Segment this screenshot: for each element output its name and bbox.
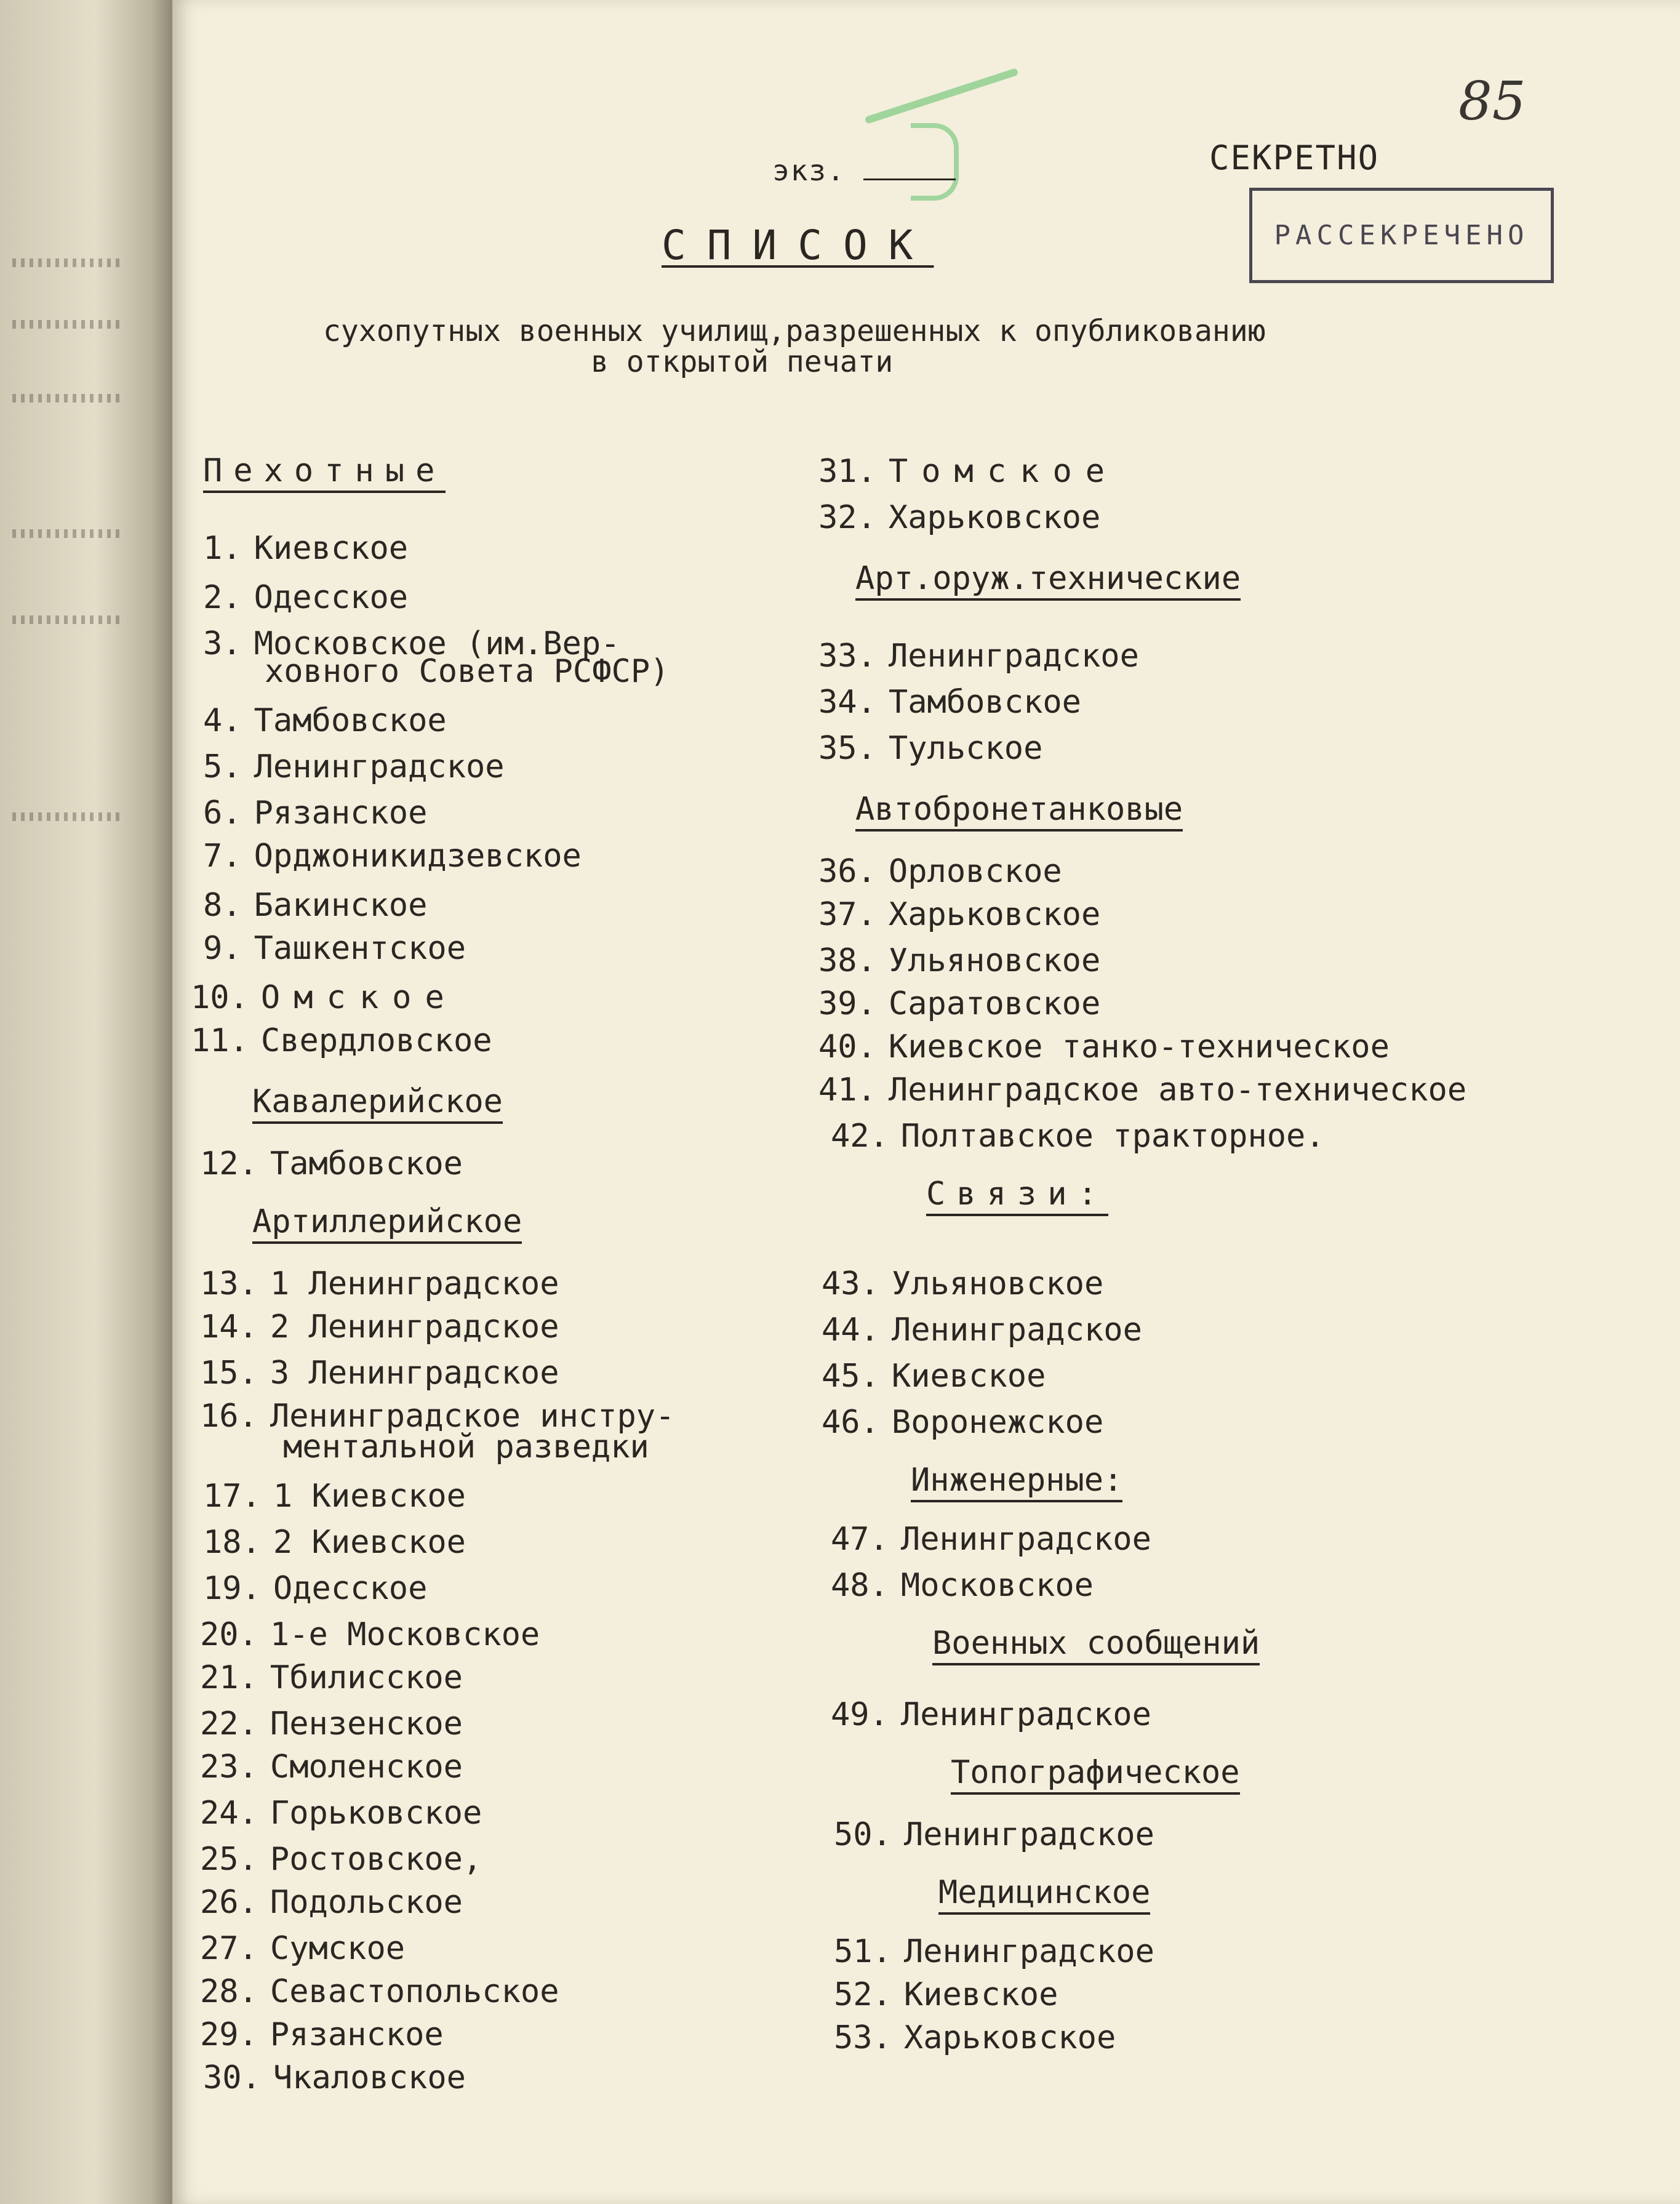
list-item: 2. Одесское: [203, 579, 409, 616]
list-item: 38. Ульяновское: [818, 942, 1101, 979]
list-item: 31. Томское: [818, 453, 1119, 490]
list-item: 53. Харьковское: [834, 2019, 1116, 2056]
list-item: 25. Ростовское,: [200, 1841, 482, 1878]
list-item: 10. Омское: [191, 979, 458, 1016]
stamp-text: РАССЕКРЕЧЕНО: [1274, 220, 1529, 251]
list-item: 35. Тульское: [818, 730, 1043, 767]
list-item: 40. Киевское танко-техническое: [818, 1028, 1390, 1065]
section-heading-medical: Медицинское: [938, 1874, 1150, 1915]
list-item-continuation: ментальной разведки: [283, 1429, 649, 1465]
list-item: 30. Чкаловское: [203, 2059, 466, 2096]
list-item: 23. Смоленское: [200, 1749, 463, 1785]
binding-spine: [0, 0, 172, 2204]
section-heading-arms-technical: Арт.оруж.технические: [855, 560, 1241, 601]
list-item: 32. Харьковское: [818, 499, 1101, 536]
list-item: 29. Рязанское: [200, 2016, 444, 2053]
page-title: СПИСОК: [662, 222, 934, 269]
section-heading-infantry: Пехотные: [203, 452, 446, 493]
list-item: 20. 1-е Московское: [200, 1616, 540, 1653]
list-item: 39. Саратовское: [818, 985, 1101, 1022]
list-item: 37. Харьковское: [818, 896, 1101, 933]
list-item: 7. Орджоникидзевское: [203, 838, 582, 875]
list-item: 46. Воронежское: [822, 1404, 1104, 1441]
bleed-mark: [12, 320, 123, 329]
list-item: 36. Орловское: [818, 853, 1062, 890]
copy-label: экз.: [772, 154, 846, 187]
list-item: 5. Ленинградское: [203, 748, 505, 785]
list-item: 21. Тбилисское: [200, 1659, 463, 1696]
bleed-mark: [12, 258, 123, 267]
list-item: 34. Тамбовское: [818, 684, 1081, 721]
list-item: 42. Полтавское тракторное.: [831, 1118, 1325, 1155]
list-item: 6. Рязанское: [203, 795, 428, 832]
declassified-stamp: [1249, 188, 1554, 283]
list-item: 22. Пензенское: [200, 1705, 463, 1742]
list-item: 47. Ленинградское: [831, 1521, 1151, 1558]
section-heading-signals: Связи:: [926, 1176, 1108, 1216]
section-heading-engineering: Инженерные:: [911, 1462, 1122, 1502]
list-item: 19. Одесское: [203, 1570, 428, 1607]
list-item: 33. Ленинградское: [818, 638, 1139, 675]
list-item: 52. Киевское: [834, 1976, 1058, 2013]
bleed-mark: [12, 394, 123, 403]
list-item: 4. Тамбовское: [203, 702, 447, 739]
list-item: 24. Горьковское: [200, 1795, 482, 1832]
section-heading-topographic: Топографическое: [951, 1754, 1240, 1795]
list-item: 26. Подольское: [200, 1884, 463, 1921]
list-item: 11. Свердловское: [191, 1022, 492, 1059]
section-heading-cavalry: Кавалерийское: [252, 1083, 503, 1124]
bleed-mark: [12, 529, 123, 538]
list-item: 15. 3 Ленинградское: [200, 1355, 559, 1392]
copy-number: [772, 154, 956, 187]
bleed-mark: [12, 812, 123, 821]
list-item: 13. 1 Ленинградское: [200, 1265, 559, 1302]
list-item: 49. Ленинградское: [831, 1696, 1151, 1733]
section-heading-artillery: Артиллерийское: [252, 1203, 522, 1244]
sheet-number: 85: [1458, 71, 1526, 132]
list-item: 9. Ташкентское: [203, 930, 466, 967]
list-item: 45. Киевское: [822, 1358, 1046, 1395]
list-item: 17. 1 Киевское: [203, 1478, 466, 1515]
list-item-continuation: ховного Совета РСФСР): [265, 653, 670, 690]
list-item: 50. Ленинградское: [834, 1816, 1154, 1853]
list-item: 1. Киевское: [203, 530, 409, 567]
secrecy-label: СЕКРЕТНО: [1209, 138, 1380, 177]
list-item: 41. Ленинградское авто-техническое: [818, 1072, 1467, 1108]
list-item: 8. Бакинское: [203, 887, 428, 924]
subtitle-line-2: в открытой печати: [591, 345, 894, 379]
list-item: 44. Ленинградское: [822, 1312, 1142, 1348]
section-heading-military-communications: Военных сообщений: [932, 1625, 1260, 1665]
list-item: 51. Ленинградское: [834, 1933, 1154, 1970]
list-item: 48. Московское: [831, 1567, 1094, 1604]
list-item: 16. Ленинградское инстру-: [200, 1398, 675, 1435]
list-item: 14. 2 Ленинградское: [200, 1308, 559, 1345]
subtitle-line-1: сухопутных военных училищ,разрешенных к опубликованию: [323, 314, 1266, 348]
copy-number-blank: [863, 160, 956, 180]
list-item: 43. Ульяновское: [822, 1265, 1104, 1302]
list-item: 12. Тамбовское: [200, 1145, 463, 1182]
list-item: 3. Московское (им.Вер-: [203, 625, 620, 662]
list-item: 27. Сумское: [200, 1930, 406, 1967]
list-item: 18. 2 Киевское: [203, 1524, 466, 1561]
section-heading-armored: Автобронетанковые: [855, 791, 1183, 832]
bleed-mark: [12, 615, 123, 624]
list-item: 28. Севастопольское: [200, 1973, 559, 2010]
